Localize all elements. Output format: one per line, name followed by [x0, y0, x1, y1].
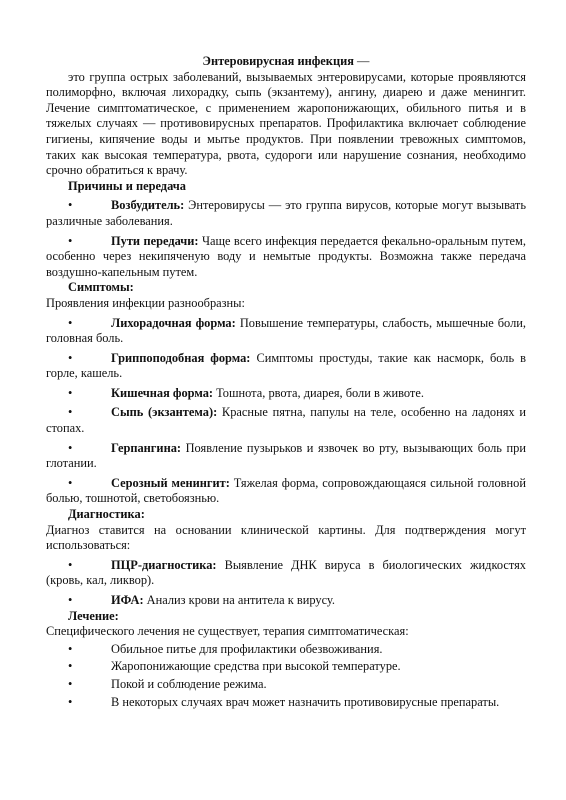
list-item-term: Лихорадочная форма: [111, 315, 236, 330]
list-item [46, 558, 526, 589]
list-item-text: Анализ крови на антитела к вирусу. [143, 593, 335, 607]
list-item-text: Симптомы простуды, такие как насморк, боль в горле, кашель. [46, 350, 526, 381]
list-item [46, 405, 526, 436]
bullet-icon: • [68, 233, 73, 248]
list-item-text: Красные пятна, папулы на теле, особенно на ладонях и стопах. [46, 405, 526, 436]
list-item-text: Обильное питье для профилактики обезвоживания. [111, 641, 383, 656]
section-intro-diagnostics: Диагноз ставится на основании клинической картины. Для подтверждения могут использоваться: [46, 522, 526, 553]
list-item-text: Повышение температуры, слабость, мышечные боли, головная боль. [46, 315, 527, 346]
bullet-icon: • [68, 659, 73, 674]
list-item-text: Выявление ДНК вируса в биологических жидкостях (кровь, кал, ликвор). [46, 557, 526, 588]
list-item [46, 476, 526, 507]
list-item [46, 234, 526, 281]
bullet-icon: • [68, 475, 73, 490]
bullet-icon: • [68, 350, 73, 365]
list-item-text: Покой и соблюдение режима. [111, 676, 267, 691]
list-item-text: Жаропонижающие средства при высокой температуре. [111, 659, 401, 674]
bullet-icon: • [68, 198, 73, 213]
title-dash: — [353, 54, 370, 68]
list-item [46, 198, 526, 229]
section-intro-symptoms: Проявления инфекции разнообразны: [46, 295, 245, 310]
section-heading-treatment: Лечение: [68, 608, 119, 623]
list-item-term: Сыпь (экзантема): [111, 405, 218, 420]
intro-paragraph: это группа острых заболеваний, вызываемых энтеровирусами, которые проявляются полиморфно, включая лихорадку, сыпь (экзантему), ангину, диарею и даже менингит. Лечение симптоматическое, с применением жаропонижающих, обильного питья и в тяжелых случаях — противовирусных препаратов. Профилактика включает соблюдение гигиены, кипячение воды и мытье продуктов. При появлении тревожных симптомов, таких как высокая температура, рвота, судороги или нарушение сознания, необходимо срочно обратиться к врачу. [46, 69, 526, 178]
list-item [46, 642, 526, 658]
section-intro-treatment: Специфического лечения не существует, терапия симптоматическая: [46, 624, 409, 639]
list-item-term: ИФА: [111, 593, 144, 607]
list-item [46, 386, 526, 402]
bullet-icon: • [68, 694, 73, 709]
bullet-icon: • [68, 440, 73, 455]
list-item-term: Серозный менингит: [111, 475, 230, 490]
bullet-icon: • [68, 385, 73, 400]
title-text: Энтеровирусная инфекция [202, 54, 354, 68]
section-heading-diagnostics: Диагностика: [68, 507, 145, 522]
document-page [46, 54, 526, 710]
list-item [46, 316, 526, 347]
list-item-term: Пути передачи: [111, 233, 199, 248]
section-heading-causes: Причины и передача [68, 178, 186, 193]
list-item [46, 677, 526, 693]
list-item-text: Энтеровирусы — это группа вирусов, которые могут вызывать различные заболевания. [46, 198, 526, 228]
bullet-icon: • [68, 405, 73, 420]
list-item-text: Тяжелая форма, сопровождающаяся сильной головной болью, тошнотой, светобоязнью. [46, 475, 526, 506]
section-heading-symptoms: Симптомы: [68, 280, 134, 295]
list-item [46, 351, 526, 382]
list-item [46, 659, 526, 675]
list-item-text: Чаще всего инфекция передается фекально-оральным путем, особенно через некипяченую воду и немытые продукты. Возможна также передача воздушно-капельным путем. [46, 233, 526, 279]
bullet-icon: • [68, 676, 73, 691]
bullet-icon: • [68, 315, 73, 330]
list-item-term: Возбудитель: [111, 198, 185, 213]
bullet-icon: • [68, 641, 73, 656]
list-item-text: Появление пузырьков и язвочек во рту, вызывающих боль при глотании. [46, 440, 526, 471]
bullet-icon: • [68, 557, 73, 572]
list-item-text: Тошнота, рвота, диарея, боли в животе. [213, 385, 424, 400]
list-item [46, 593, 526, 609]
bullet-icon: • [68, 593, 73, 607]
document-title [46, 54, 526, 70]
list-item [46, 695, 526, 711]
list-item-term: Гриппоподобная форма: [111, 350, 251, 365]
list-item-text: В некоторых случаях врач может назначить противовирусные препараты. [111, 694, 500, 709]
list-item [46, 441, 526, 472]
list-item-term: ПЦР-диагностика: [111, 557, 217, 572]
list-item-term: Герпангина: [111, 440, 182, 455]
list-item-term: Кишечная форма: [111, 385, 214, 400]
